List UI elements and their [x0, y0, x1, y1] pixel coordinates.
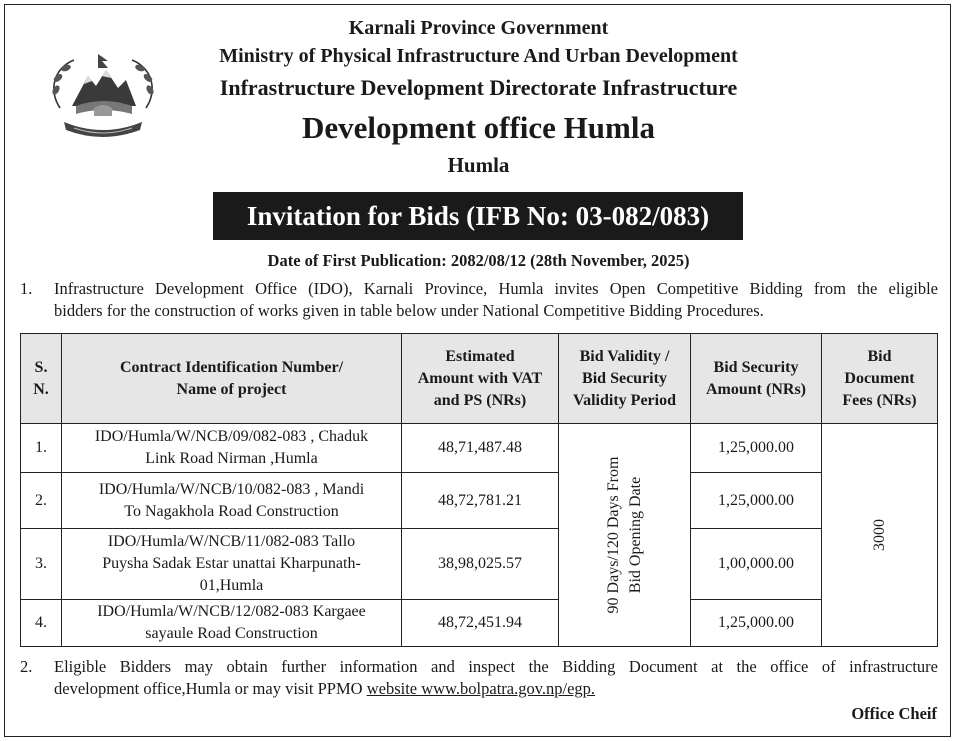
paragraph-1 — [20, 278, 938, 322]
row-amount: 38,98,025.57 — [402, 529, 559, 600]
ifb-title-banner: Invitation for Bids (IFB No: 03-082/083) — [213, 192, 743, 240]
document-fee-text: 3000 — [870, 519, 888, 551]
location-heading: Humla — [447, 153, 510, 177]
header-fees: Bid Document Fees (NRs) — [822, 334, 938, 424]
row-security: 1,25,000.00 — [691, 424, 822, 473]
header-contract: Contract Identification Number/ Name of project — [62, 334, 402, 424]
paragraph-line: Eligible Bidders may obtain further information and inspect the Bidding Document at the office of infrastructure — [54, 657, 938, 676]
row-amount: 48,71,487.48 — [402, 424, 559, 473]
ppmo-website-link[interactable]: website www.bolpatra.gov.np/egp. — [366, 679, 596, 698]
row-security: 1,25,000.00 — [691, 473, 822, 529]
row-amount: 48,72,451.94 — [402, 600, 559, 647]
paragraph-line: bidders for the construction of works given in table below under National Competitive Bidding Procedures. — [54, 301, 764, 320]
row-project: IDO/Humla/W/NCB/11/082-083 Tallo Puysha Sadak Estar unattai Kharpunath- 01,Humla — [62, 529, 402, 600]
table-row — [21, 424, 938, 473]
bids-table — [20, 333, 938, 647]
validity-period-cell — [559, 424, 691, 647]
ministry-heading: Ministry of Physical Infrastructure And Urban Development — [219, 45, 738, 67]
paragraph-line: Infrastructure Development Office (IDO), Karnali Province, Humla invites Open Competitive Bidding from the eligible — [54, 279, 938, 298]
directorate-heading: Infrastructure Development Directorate Infrastructure — [219, 75, 738, 100]
validity-period-text: 90 Days/120 Days From Bid Opening Date — [604, 456, 644, 614]
row-amount: 48,72,781.21 — [402, 473, 559, 529]
header-security: Bid Security Amount (NRs) — [691, 334, 822, 424]
paragraph-number: 1. — [20, 279, 33, 298]
province-heading: Karnali Province Government — [348, 17, 609, 39]
row-security: 1,25,000.00 — [691, 600, 822, 647]
header-amount: Estimated Amount with VAT and PS (NRs) — [402, 334, 559, 424]
paragraph-text — [54, 656, 938, 700]
header-validity: Bid Validity / Bid Security Validity Period — [559, 334, 691, 424]
paragraph-number: 2. — [20, 657, 33, 676]
paragraph-text — [54, 278, 938, 322]
office-title: Development office Humla — [302, 110, 655, 145]
row-security: 1,00,000.00 — [691, 529, 822, 600]
row-sn: 2. — [21, 473, 62, 529]
row-project: IDO/Humla/W/NCB/12/082-083 Kargaee sayaule Road Construction — [62, 600, 402, 647]
signature: Office Cheif — [851, 704, 937, 723]
document-fee-cell — [822, 424, 938, 647]
table-header-row — [21, 334, 938, 424]
row-sn: 1. — [21, 424, 62, 473]
table-row — [21, 529, 938, 600]
table-row — [21, 600, 938, 647]
row-sn: 4. — [21, 600, 62, 647]
header-sn: S. N. — [21, 334, 62, 424]
row-project: IDO/Humla/W/NCB/09/082-083 , Chaduk Link Road Nirman ,Humla — [62, 424, 402, 473]
paragraph-line: development office,Humla or may visit PPMO website www.bolpatra.gov.np/egp. — [54, 679, 596, 698]
paragraph-2 — [20, 656, 938, 700]
table-row — [21, 473, 938, 529]
row-sn: 3. — [21, 529, 62, 600]
publication-date: Date of First Publication: 2082/08/12 (28th November, 2025) — [267, 251, 690, 270]
row-project: IDO/Humla/W/NCB/10/082-083 , Mandi To Nagakhola Road Construction — [62, 473, 402, 529]
